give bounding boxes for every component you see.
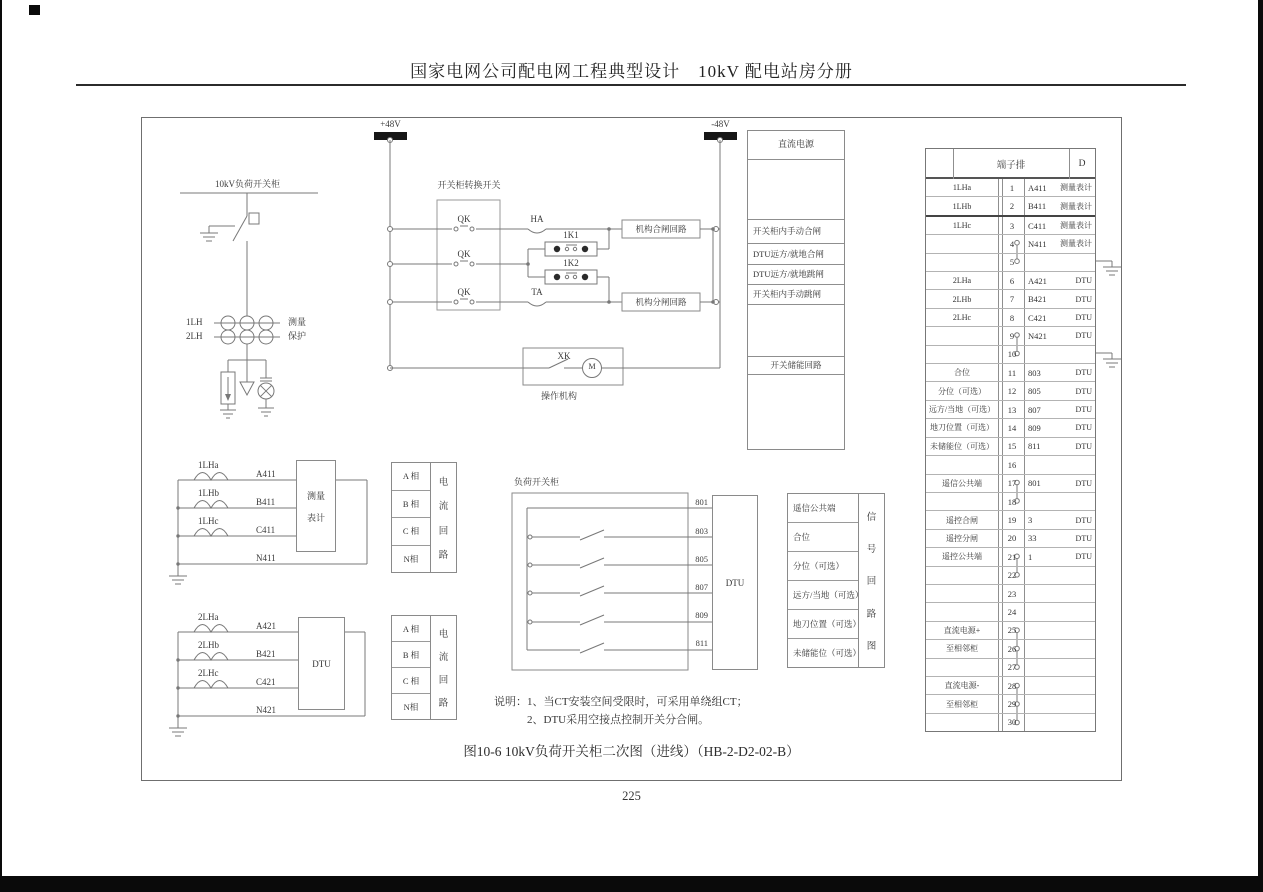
wire-811-label: 811: [695, 638, 708, 648]
terminal-wire: A421: [1028, 275, 1047, 286]
terminal-number: 1: [1009, 182, 1015, 193]
phase-row-n: N相: [403, 553, 419, 564]
terminal-row: [926, 530, 1095, 548]
wire-b411-label: B411: [256, 497, 276, 507]
terminal-dest: DTU: [1075, 313, 1092, 323]
terminal-number: 23: [1007, 588, 1017, 599]
signal-table: [787, 493, 885, 668]
terminal-wire: 801: [1028, 478, 1041, 489]
current-circuit-side-label: [430, 616, 456, 719]
wire-b421-label: B421: [256, 649, 276, 659]
terminal-label: [926, 346, 998, 363]
meter-device-box: [296, 460, 336, 552]
phase-row-c: C 相: [392, 518, 430, 546]
dc-divider: [748, 304, 844, 305]
terminal-row: [926, 254, 1095, 272]
incoming-cabinet-title: 10kV负荷开关柜: [215, 179, 280, 189]
terminal-number: 29: [1007, 699, 1017, 710]
terminal-number: 6: [1009, 275, 1015, 286]
figure-caption: 图10-6 10kV负荷开关柜二次图（进线）（HB-2-D2-02-B）: [463, 744, 800, 759]
terminal-label: [926, 493, 998, 510]
terminal-wire: 805: [1028, 386, 1041, 397]
terminal-wire: [1028, 346, 1068, 363]
terminal-dest: DTU: [1075, 294, 1092, 304]
signal-row-common: 遥信公共端: [788, 494, 858, 523]
ta-contact-label: TA: [531, 287, 543, 297]
side-char: 路: [438, 698, 449, 709]
terminal-label: 至相邻柜: [946, 699, 978, 709]
terminal-number: 16: [1007, 459, 1017, 470]
dc-legend-title: 直流电源: [777, 139, 814, 149]
dc-divider: [748, 374, 844, 375]
terminal-label: [926, 235, 998, 252]
wire-803-label: 803: [695, 526, 708, 536]
terminal-rows: [926, 179, 1095, 731]
single-line-diagram: [180, 193, 318, 418]
terminal-label: 至相邻柜: [946, 644, 978, 654]
side-char: 路: [866, 609, 877, 620]
terminal-number: 20: [1007, 533, 1017, 544]
terminal-row: [926, 714, 1095, 731]
terminal-wire: N421: [1028, 330, 1047, 341]
ct-use-protect-label: 保护: [288, 331, 307, 341]
side-char: 回: [438, 675, 449, 686]
wire-n421-label: N421: [256, 705, 276, 715]
terminal-row: [926, 456, 1095, 474]
terminal-wire: 803: [1028, 367, 1041, 378]
cabinet-title: 负荷开关柜: [514, 477, 560, 487]
terminal-wire: 807: [1028, 404, 1041, 415]
terminal-number: 4: [1009, 238, 1015, 249]
ct1-c-label: 1LHc: [198, 516, 219, 526]
terminal-row: [926, 493, 1095, 511]
ct2-b-label: 2LHb: [198, 640, 219, 650]
phase-row-b: B 相: [392, 491, 430, 519]
qk1-label: QK: [457, 214, 471, 224]
terminal-dest: DTU: [1075, 533, 1092, 543]
dc-row-dtu-trip: DTU远方/就地跳闸: [753, 269, 824, 279]
wire-807-label: 807: [695, 582, 708, 592]
wire-n411-label: N411: [256, 553, 276, 563]
terminal-label: 远方/当地（可选）: [928, 405, 996, 415]
terminal-wire: [1028, 603, 1068, 620]
terminal-row: [926, 272, 1095, 290]
terminal-number: 26: [1007, 643, 1017, 654]
terminal-row: [926, 475, 1095, 493]
phase-row-c: C 相: [392, 668, 430, 694]
terminal-dest: DTU: [1075, 515, 1092, 525]
terminal-label: 分位（可选）: [938, 386, 986, 396]
opening-circuit-box-label: 机构分闸回路: [635, 297, 687, 307]
terminal-row: [926, 382, 1095, 400]
phase-row-a: A 相: [392, 463, 430, 491]
terminal-row: [926, 622, 1095, 640]
terminal-wire: 809: [1028, 422, 1041, 433]
terminal-dest: 测量表计: [1060, 201, 1092, 211]
terminal-row: [926, 419, 1095, 437]
terminal-number: 3: [1009, 220, 1015, 231]
terminal-dest: DTU: [1075, 478, 1092, 488]
terminal-wire: N411: [1028, 238, 1047, 249]
side-char: 流: [438, 653, 449, 664]
terminal-dest: 测量表计: [1060, 221, 1092, 231]
terminal-label: 地刀位置（可选）: [930, 423, 994, 433]
ct-group-1lh-label: 1LH: [186, 317, 203, 327]
side-char: 回: [438, 526, 449, 537]
terminal-number: 30: [1007, 717, 1017, 728]
notes-line-2: 2、DTU采用空接点控制开关分合闸。: [527, 714, 710, 726]
xk-switch-label: XK: [557, 351, 571, 361]
terminal-row: [926, 511, 1095, 529]
terminal-number: 22: [1007, 570, 1017, 581]
terminal-wire: [1028, 254, 1068, 271]
mechanism-label: 操作机构: [541, 391, 578, 401]
side-char: 信: [866, 513, 877, 524]
phase-row-b: B 相: [392, 642, 430, 668]
side-char: 图: [866, 641, 877, 652]
closing-circuit-box-label: 机构合闸回路: [635, 224, 687, 234]
ha-contact-label: HA: [530, 214, 544, 224]
terminal-col-d: D: [1078, 159, 1086, 169]
wire-a421-label: A421: [256, 621, 276, 631]
terminal-label: [926, 714, 998, 731]
terminal-wire: 811: [1028, 441, 1041, 452]
qk3-label: QK: [457, 287, 471, 297]
ct2-a-label: 2LHa: [198, 612, 219, 622]
terminal-number: 13: [1007, 404, 1017, 415]
terminal-number: 18: [1007, 496, 1017, 507]
side-char: 回: [866, 577, 877, 588]
terminal-number: 25: [1007, 625, 1017, 636]
phase-table-1: [391, 462, 457, 573]
terminal-number: 21: [1007, 551, 1017, 562]
relay-1k1-label: 1K1: [563, 230, 579, 240]
ct-use-measure-label: 测量: [288, 317, 307, 327]
terminal-row: [926, 217, 1095, 235]
signal-row-open: 分位（可选）: [788, 552, 858, 581]
terminal-number: 12: [1007, 386, 1017, 397]
terminal-number: 19: [1007, 515, 1017, 526]
terminal-label: 1LHa: [952, 183, 972, 193]
terminal-label: 未储能位（可选）: [930, 441, 994, 451]
terminal-row: [926, 364, 1095, 382]
terminal-wire: [1028, 714, 1068, 731]
terminal-label: 1LHc: [952, 221, 972, 231]
terminal-row: [926, 585, 1095, 603]
terminal-dest: DTU: [1075, 441, 1092, 451]
terminal-wire: [1028, 677, 1068, 694]
dtu-signal-label: DTU: [725, 577, 745, 588]
bus-pos-label: +48V: [380, 119, 401, 129]
terminal-dest: DTU: [1075, 276, 1092, 286]
meter-device-line2: 表计: [306, 512, 325, 523]
terminal-number: 17: [1007, 478, 1017, 489]
dc-row-dtu-close: DTU远方/就地合闸: [753, 248, 824, 259]
terminal-row: [926, 346, 1095, 364]
dtu-device-label: DTU: [312, 658, 331, 669]
terminal-label: 2LHa: [952, 276, 972, 286]
terminal-wire: [1028, 493, 1068, 510]
terminal-number: 24: [1007, 607, 1017, 618]
terminal-number: 14: [1007, 422, 1017, 433]
side-char: 电: [438, 630, 449, 641]
terminal-dest: DTU: [1075, 552, 1092, 562]
terminal-wire: [1028, 659, 1068, 676]
terminal-row: [926, 179, 1095, 197]
terminal-dest: 测量表计: [1060, 183, 1092, 193]
terminal-row: [926, 640, 1095, 658]
terminal-label: [926, 659, 998, 676]
terminal-row: [926, 401, 1095, 419]
terminal-row: [926, 567, 1095, 585]
terminal-label: 2LHb: [952, 294, 972, 304]
signal-row-closed: 合位: [788, 523, 858, 552]
terminal-wire: [1028, 567, 1068, 584]
terminal-label: [926, 254, 998, 271]
terminal-row: [926, 548, 1095, 566]
terminal-number: 2: [1009, 201, 1015, 212]
terminal-row: [926, 695, 1095, 713]
terminal-label: [926, 585, 998, 602]
page-title: 国家电网公司配电网工程典型设计 10kV 配电站房分册: [410, 62, 853, 81]
signal-circuit-side-label: [858, 494, 884, 667]
dc-row-manual-trip: 开关柜内手动跳闸: [753, 289, 822, 299]
terminal-dest: DTU: [1075, 423, 1092, 433]
wire-c411-label: C411: [256, 525, 276, 535]
side-char: 号: [866, 545, 877, 556]
terminal-number: 28: [1007, 680, 1017, 691]
wire-a411-label: A411: [256, 469, 276, 479]
side-char: 流: [438, 502, 449, 513]
terminal-wire: B411: [1028, 201, 1047, 212]
terminal-row: [926, 290, 1095, 308]
terminal-grounds: [1096, 261, 1121, 367]
dc-divider: [748, 159, 844, 160]
terminal-row: [926, 327, 1095, 345]
terminal-wire: [1028, 585, 1068, 602]
terminal-block-table: [925, 148, 1096, 732]
terminal-wire: A411: [1028, 182, 1047, 193]
terminal-label: 2LHc: [952, 313, 972, 323]
terminal-number: 10: [1007, 349, 1017, 360]
phase-row-a: A 相: [392, 616, 430, 642]
terminal-dest: DTU: [1075, 368, 1092, 378]
terminal-label: 遥控分闸: [946, 533, 978, 543]
terminal-wire: [1028, 622, 1068, 639]
motor-label: M: [588, 362, 596, 371]
terminal-wire: B421: [1028, 294, 1047, 305]
terminal-wire: C411: [1028, 220, 1047, 231]
terminal-row: [926, 438, 1095, 456]
terminal-label: 1LHb: [952, 201, 972, 211]
qk2-label: QK: [457, 249, 471, 259]
phase-rows: [392, 463, 430, 572]
terminal-number: 11: [1007, 367, 1017, 378]
ct2-c-label: 2LHc: [198, 668, 219, 678]
terminal-wire: 33: [1028, 533, 1037, 544]
wire-c421-label: C421: [256, 677, 276, 687]
terminal-label: 直流电源-: [944, 681, 980, 691]
ct1-a-label: 1LHa: [198, 460, 219, 470]
phase-rows: [392, 616, 430, 719]
ct-group-2lh-label: 2LH: [186, 331, 203, 341]
terminal-wire: [1028, 695, 1068, 712]
terminal-row: [926, 235, 1095, 253]
notes-line-1: 说明：1、当CT安装空间受限时，可采用单绕组CT；: [494, 696, 748, 708]
terminal-wire: [1028, 456, 1068, 473]
dtu-device-box: [298, 617, 345, 710]
terminal-label: 合位: [954, 368, 970, 378]
terminal-row: [926, 197, 1095, 216]
signal-row-remote-local: 远方/当地（可选）: [788, 581, 858, 610]
terminal-row: [926, 659, 1095, 677]
terminal-number: 27: [1007, 662, 1017, 673]
dtu-signal-box: [712, 495, 758, 670]
terminal-row: [926, 603, 1095, 621]
terminal-number: 8: [1009, 312, 1015, 323]
terminal-label: 遥控公共端: [942, 552, 982, 562]
side-char: 路: [438, 550, 449, 561]
wire-809-label: 809: [695, 610, 708, 620]
terminal-header: [926, 149, 1095, 179]
terminal-label: [926, 603, 998, 620]
phase-table-2: [391, 615, 457, 720]
load-switch-cabinet-signals: [512, 493, 712, 670]
terminal-dest: DTU: [1075, 386, 1092, 396]
terminal-label: [926, 456, 998, 473]
signal-row-earth-switch: 地刀位置（可选）: [788, 610, 858, 639]
meter-device-line1: 测量: [306, 490, 325, 501]
terminal-strip-title: 端子排: [996, 161, 1026, 171]
side-char: 电: [438, 478, 449, 489]
phase-row-n: N相: [403, 701, 419, 712]
terminal-label: 遥信公共端: [942, 478, 982, 488]
terminal-dest: DTU: [1075, 405, 1092, 415]
terminal-number: 7: [1009, 294, 1015, 305]
terminal-dest: DTU: [1075, 331, 1092, 341]
dc-row-storage: 开关储能回路: [770, 360, 822, 370]
terminal-label: 遥控合闸: [946, 515, 978, 525]
terminal-label: [926, 327, 998, 344]
terminal-wire: [1028, 640, 1068, 657]
terminal-wire: C421: [1028, 312, 1047, 323]
terminal-label: [926, 567, 998, 584]
terminal-wire: 3: [1028, 515, 1033, 526]
terminal-row: [926, 677, 1095, 695]
ct1-b-label: 1LHb: [198, 488, 219, 498]
wire-805-label: 805: [695, 554, 708, 564]
terminal-number: 5: [1009, 257, 1015, 268]
terminal-row: [926, 309, 1095, 327]
relay-1k2-label: 1K2: [563, 258, 579, 268]
dc-legend-panel: [747, 130, 845, 450]
transfer-switch-label: 开关柜转换开关: [437, 180, 501, 190]
terminal-wire: 1: [1028, 551, 1033, 562]
signal-rows: [788, 494, 864, 667]
dc-row-manual-close: 开关柜内手动合闸: [753, 226, 822, 236]
wire-801-label: 801: [695, 497, 708, 507]
terminal-dest: 测量表计: [1060, 239, 1092, 249]
current-circuit-side-label: [430, 463, 456, 572]
terminal-number: 15: [1007, 441, 1017, 452]
terminal-label: 直流电源+: [943, 625, 981, 635]
signal-row-not-charged: 未储能位（可选）: [793, 648, 862, 658]
page-number: 225: [622, 789, 641, 803]
terminal-number: 9: [1009, 330, 1015, 341]
bus-neg-label: -48V: [711, 119, 730, 129]
